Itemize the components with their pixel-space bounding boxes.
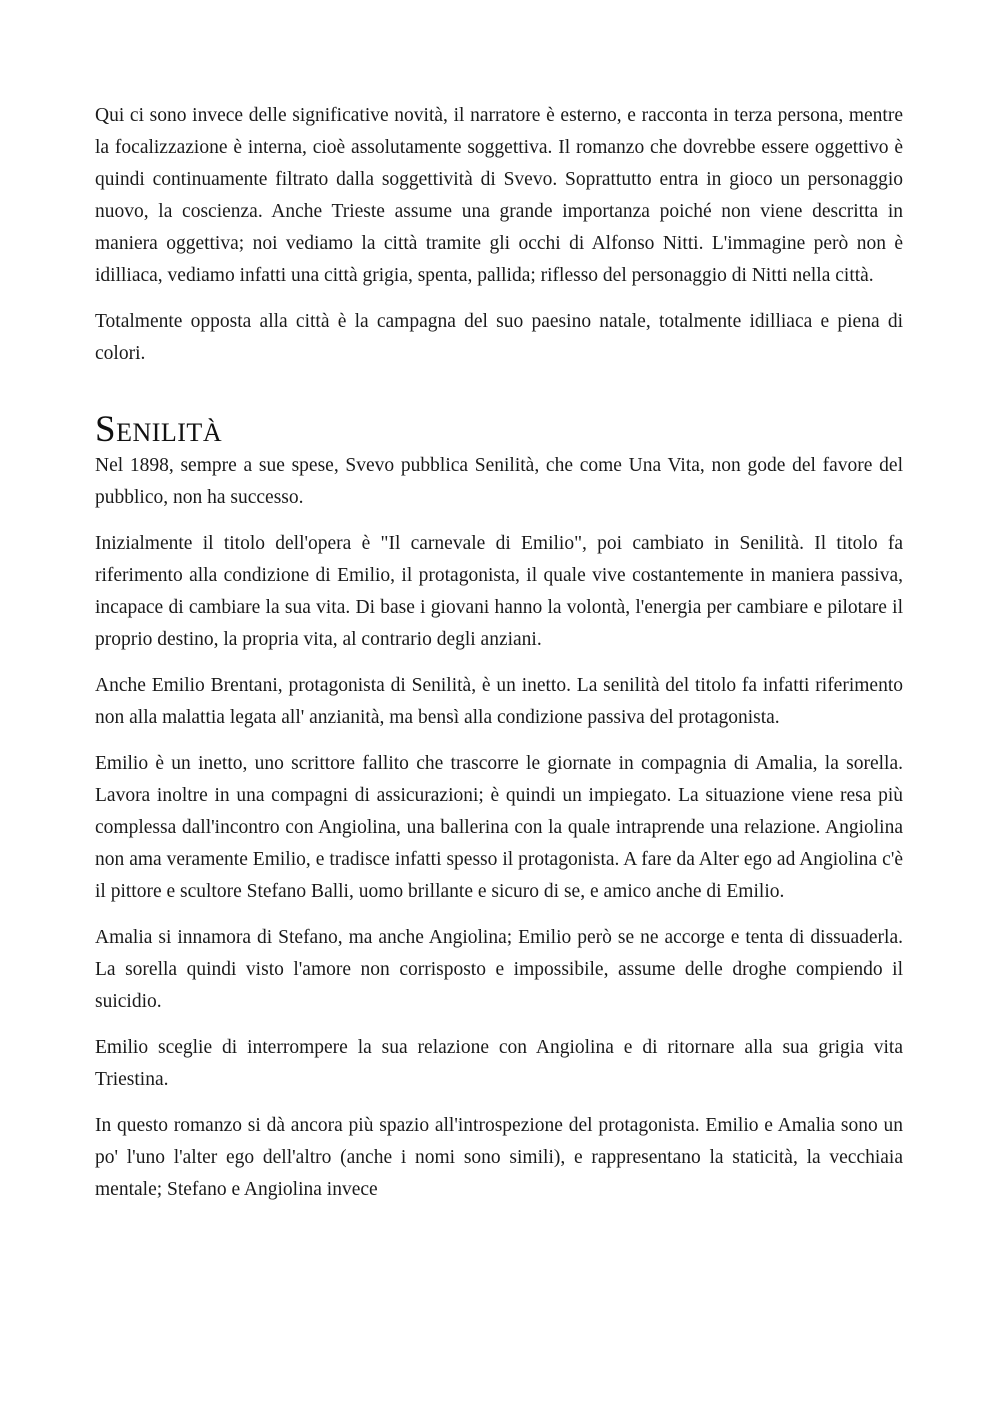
paragraph-amalia: Amalia si innamora di Stefano, ma anche Angiolina; Emilio però se ne accorge e tenta di dissuaderla. La sorella quindi visto l'amore non corrisposto e impossibile, assume delle droghe compiendo il suicidio. xyxy=(95,927,903,1012)
paragraph-inetto: Anche Emilio Brentani, protagonista di Senilità, è un inetto. La senilità del titolo fa infatti riferimento non alla malattia legata all' anzianità, ma bensì alla condizione passiva del protagonista. xyxy=(95,675,903,728)
paragraph-introspection: In questo romanzo si dà ancora più spazio all'introspezione del protagonista. Emilio e Amalia sono un po' l'uno l'alter ego dell'altro (anche i nomi sono simili), e rappresentano la staticità, la vecchiaia mentale; Stefano e Angiolina invece xyxy=(95,1115,903,1200)
document-page xyxy=(95,100,903,1220)
section-heading-senilita: Senilità xyxy=(95,409,223,450)
paragraph-ending: Emilio sceglie di interrompere la sua relazione con Angiolina e di ritornare alla sua grigia vita Triestina. xyxy=(95,1037,903,1090)
paragraph-narrator: Qui ci sono invece delle significative novità, il narratore è esterno, e racconta in terza persona, mentre la focalizzazione è interna, cioè assolutamente soggettiva. Il romanzo che dovrebbe essere oggettivo è quindi continuamente filtrato dalla soggettività di Svevo. Soprattutto entra in gioco un personaggio nuovo, la coscienza. Anche Trieste assume una grande importanza poiché non viene descritta in maniera oggettiva; noi vediamo la città tramite gli occhi di Alfonso Nitti. L'immagine però non è idilliaca, vediamo infatti una città grigia, spenta, pallida; riflesso del personaggio di Nitti nella città. xyxy=(95,105,903,286)
paragraph-plot: Emilio è un inetto, uno scrittore fallito che trascorre le giornate in compagnia di Amalia, la sorella. Lavora inoltre in una compagni di assicurazioni; è quindi un impiegato. La situazione viene resa più complessa dall'incontro con Angiolina, una ballerina con la quale intraprende una relazione. Angiolina non ama veramente Emilio, e tradisce infatti spesso il protagonista. A fare da Alter ego ad Angiolina c'è il pittore e scultore Stefano Balli, uomo brillante e sicuro di se, e amico anche di Emilio. xyxy=(95,753,903,902)
paragraph-countryside: Totalmente opposta alla città è la campagna del suo paesino natale, totalmente idilliaca e piena di colori. xyxy=(95,311,903,364)
paragraph-publication: Nel 1898, sempre a sue spese, Svevo pubblica Senilità, che come Una Vita, non gode del favore del pubblico, non ha successo. xyxy=(95,455,903,508)
paragraph-title-meaning: Inizialmente il titolo dell'opera è "Il carnevale di Emilio", poi cambiato in Senilità. Il titolo fa riferimento alla condizione di Emilio, il protagonista, il quale vive costantemente in maniera passiva, incapace di cambiare la sua vita. Di base i giovani hanno la volontà, l'energia per cambiare e pilotare il proprio destino, la propria vita, al contrario degli anziani. xyxy=(95,533,903,650)
